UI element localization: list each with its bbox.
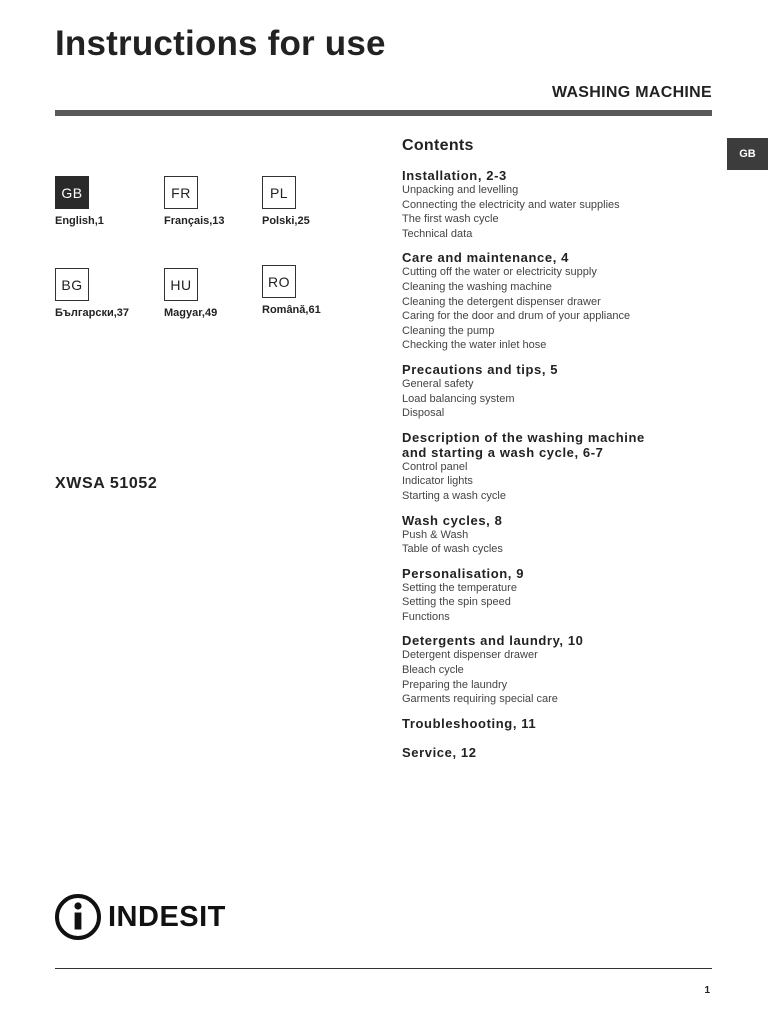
- contents-section: [402, 513, 712, 557]
- indesit-logo: [54, 893, 226, 941]
- header-divider: [55, 110, 712, 116]
- language-label: Magyar,49: [164, 307, 218, 319]
- contents-item[interactable]: Setting the spin speed: [402, 596, 511, 609]
- contents-title: Contents: [402, 137, 474, 154]
- section-items: [402, 265, 712, 353]
- contents-section: [402, 362, 712, 421]
- section-heading[interactable]: Description of the washing machine and starting a wash cycle, 6-7: [402, 429, 645, 460]
- language-code-box: HU: [164, 268, 198, 301]
- contents-item[interactable]: Indicator lights: [402, 475, 473, 488]
- contents-section: [402, 633, 712, 706]
- language-hu[interactable]: [164, 268, 217, 319]
- contents-item[interactable]: Functions: [402, 610, 450, 623]
- section-items: [402, 528, 712, 557]
- document-subtitle: WASHING MACHINE: [551, 84, 712, 101]
- contents-section: [402, 745, 712, 760]
- model-number: XWSA 51052: [55, 475, 158, 492]
- contents-section: [402, 430, 712, 504]
- contents-sections: [402, 168, 712, 760]
- section-items: [402, 377, 712, 421]
- language-pl[interactable]: [262, 176, 310, 227]
- section-heading[interactable]: Care and maintenance, 4: [402, 250, 569, 266]
- section-items: [402, 581, 712, 625]
- contents-section: [402, 566, 712, 625]
- contents-item[interactable]: Cleaning the pump: [402, 324, 495, 337]
- section-heading[interactable]: Precautions and tips, 5: [402, 361, 559, 377]
- section-items: [402, 460, 712, 504]
- contents-item[interactable]: Push & Wash: [402, 528, 469, 541]
- contents-item[interactable]: Table of wash cycles: [402, 543, 503, 556]
- contents-item[interactable]: Detergent dispenser drawer: [402, 649, 538, 662]
- section-heading[interactable]: Service, 12: [402, 744, 477, 760]
- contents-item[interactable]: Setting the temperature: [402, 581, 517, 594]
- language-ro[interactable]: [262, 265, 321, 316]
- contents-section: [402, 250, 712, 353]
- language-label: English,1: [55, 215, 104, 227]
- language-code-box: PL: [262, 176, 296, 209]
- section-items: [402, 648, 712, 706]
- language-label: Български,37: [55, 307, 130, 319]
- contents-item[interactable]: Cleaning the detergent dispenser drawer: [402, 295, 601, 308]
- contents-item[interactable]: Bleach cycle: [402, 664, 464, 677]
- language-gb[interactable]: [55, 176, 104, 227]
- section-items: [402, 183, 712, 241]
- contents-item[interactable]: Checking the water inlet hose: [402, 339, 547, 352]
- footer-divider: [55, 968, 712, 969]
- language-code-box: GB: [55, 176, 89, 209]
- page-title: Instructions for use: [55, 24, 386, 63]
- language-bg[interactable]: [55, 268, 129, 319]
- contents-item[interactable]: Starting a wash cycle: [402, 489, 506, 502]
- section-heading[interactable]: Detergents and laundry, 10: [402, 633, 584, 649]
- contents-item[interactable]: Load balancing system: [402, 392, 515, 405]
- language-code-box: RO: [262, 265, 296, 298]
- language-label: Français,13: [164, 215, 225, 227]
- contents-item[interactable]: Caring for the door and drum of your appliance: [402, 310, 631, 323]
- language-code-box: BG: [55, 268, 89, 301]
- table-of-contents: [402, 137, 712, 774]
- contents-item[interactable]: Technical data: [402, 227, 473, 240]
- contents-item[interactable]: Garments requiring special care: [402, 693, 558, 706]
- contents-item[interactable]: Unpacking and levelling: [402, 184, 519, 196]
- side-language-tab: GB: [727, 138, 768, 170]
- section-heading[interactable]: Troubleshooting, 11: [402, 715, 537, 731]
- contents-item[interactable]: Disposal: [402, 407, 445, 420]
- language-label: Polski,25: [262, 215, 310, 227]
- contents-item[interactable]: The first wash cycle: [402, 213, 499, 226]
- contents-item[interactable]: Preparing the laundry: [402, 678, 508, 691]
- section-heading[interactable]: Personalisation, 9: [402, 565, 525, 581]
- section-heading[interactable]: Wash cycles, 8: [402, 512, 503, 528]
- section-heading[interactable]: Installation, 2-3: [402, 168, 507, 183]
- indesit-logo-icon: [54, 893, 102, 941]
- contents-item[interactable]: Cutting off the water or electricity supply: [402, 266, 597, 279]
- contents-item[interactable]: Cleaning the washing machine: [402, 280, 552, 293]
- contents-item[interactable]: Connecting the electricity and water supplies: [402, 198, 620, 211]
- language-fr[interactable]: [164, 176, 225, 227]
- contents-item[interactable]: Control panel: [402, 460, 468, 473]
- language-label: Română,61: [262, 304, 321, 316]
- page-number: 1: [704, 985, 710, 996]
- contents-item[interactable]: General safety: [402, 377, 474, 390]
- contents-section: [402, 168, 712, 241]
- language-code-box: FR: [164, 176, 198, 209]
- contents-section: [402, 716, 712, 731]
- brand-name: INDESIT: [108, 900, 226, 933]
